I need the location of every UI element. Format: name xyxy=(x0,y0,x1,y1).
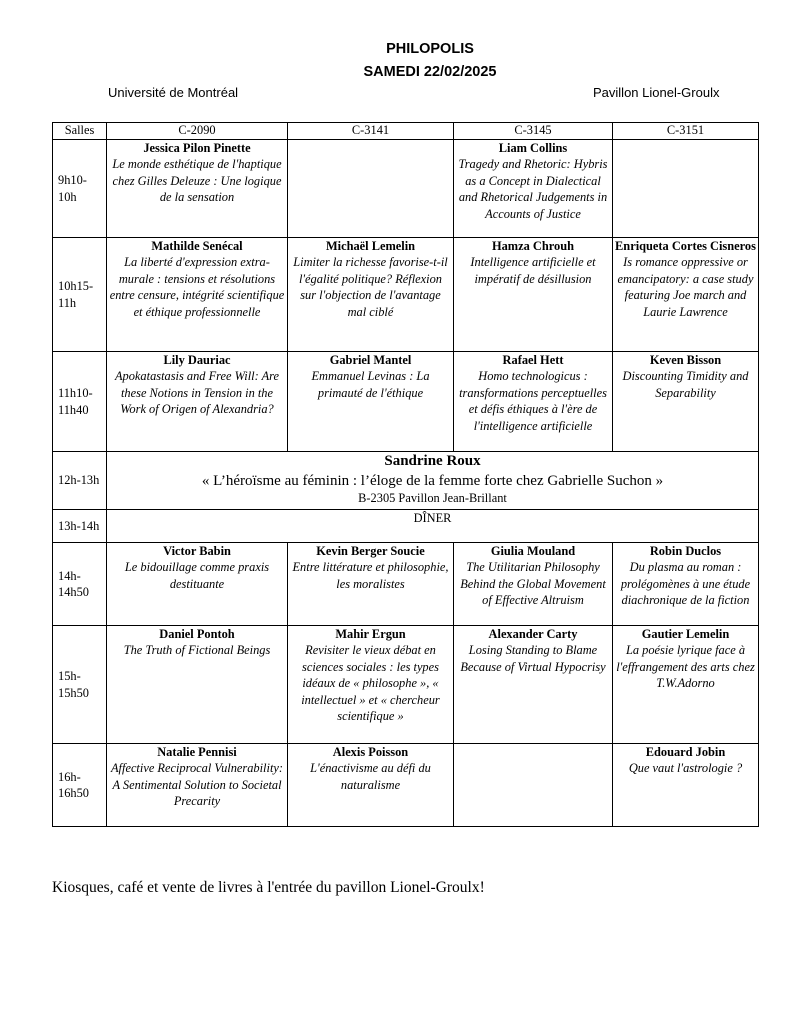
speaker-name: Victor Babin xyxy=(163,544,231,558)
speaker-name: Kevin Berger Soucie xyxy=(316,544,425,558)
lunch-row xyxy=(53,510,759,543)
talk-title: La poésie lyrique face à l'effrangement des arts chez T.W.Adorno xyxy=(616,643,755,691)
session-cell xyxy=(288,744,454,827)
speaker-name: Rafael Hett xyxy=(502,353,564,367)
talk-title: Affective Reciprocal Vulnerability: A Sentimental Solution to Societal Precarity xyxy=(110,761,284,809)
session-cell xyxy=(288,352,454,452)
session-cell xyxy=(613,140,759,238)
session-row xyxy=(53,744,759,827)
keynote-row xyxy=(53,452,759,510)
time-slot: 12h-13h xyxy=(53,452,107,510)
session-cell xyxy=(454,744,613,827)
talk-title: Emmanuel Levinas : La primauté de l'éthique xyxy=(311,369,430,400)
keynote-room: B-2305 Pavillon Jean-Brillant xyxy=(358,491,507,505)
speaker-name: Mathilde Senécal xyxy=(151,239,243,253)
speaker-name: Alexander Carty xyxy=(488,627,578,641)
session-cell xyxy=(288,140,454,238)
talk-title: Que vaut l'astrologie ? xyxy=(628,761,743,776)
pavilion-name: Pavillon Lionel-Groulx xyxy=(593,85,720,100)
speaker-name: Natalie Pennisi xyxy=(157,745,237,759)
talk-title: Limiter la richesse favorise-t-il l'égalité politique? Réflexion sur l'objection de l'avantage mal ciblé xyxy=(293,255,448,319)
speaker-name: Hamza Chrouh xyxy=(491,239,575,253)
time-slot: 14h-14h50 xyxy=(53,543,107,626)
speaker-name: Daniel Pontoh xyxy=(159,627,235,641)
speaker-name: Liam Collins xyxy=(498,141,568,155)
speaker-name: Enriqueta Cortes Cisneros xyxy=(615,239,756,253)
talk-title: Homo technologicus : transformations perceptuelles et défis éthiques à l'ère de l'intelligence artificielle xyxy=(459,369,607,433)
column-header-room: C-3151 xyxy=(613,123,759,140)
talk-title: Intelligence artificielle et impératif de désillusion xyxy=(470,255,596,286)
program-title: PHILOPOLIS xyxy=(386,41,474,57)
talk-title: Revisiter le vieux débat en sciences sociales : les types idéaux de « philosophe », « intellectuel » et « chercheur scientifique » xyxy=(301,643,440,724)
column-header-salles: Salles xyxy=(53,123,107,140)
time-slot: 9h10-10h xyxy=(53,140,107,238)
footer-note: Kiosques, café et vente de livres à l'entrée du pavillon Lionel-Groulx! xyxy=(52,879,485,896)
session-cell xyxy=(107,744,288,827)
session-cell xyxy=(454,543,613,626)
speaker-name: Gabriel Mantel xyxy=(329,353,412,367)
speaker-name: Gautier Lemelin xyxy=(641,627,730,641)
keynote-cell xyxy=(107,452,759,510)
talk-title: L'énactivisme au défi du naturalisme xyxy=(310,761,431,792)
university-name: Université de Montréal xyxy=(108,85,239,100)
talk-title: Le bidouillage comme praxis destituante xyxy=(124,560,270,591)
talk-title: The Utilitarian Philosophy Behind the Global Movement of Effective Altruism xyxy=(460,560,606,608)
speaker-name: Keven Bisson xyxy=(649,353,722,367)
talk-title: Entre littérature et philosophie, les moralistes xyxy=(292,560,449,591)
session-cell xyxy=(613,626,759,744)
talk-title: Apokatastasis and Free Will: Are these Notions in Tension in the Work of Origen of Alexandria? xyxy=(114,369,280,417)
talk-title: Le monde esthétique de l'haptique chez Gilles Deleuze : Une logique de la sensation xyxy=(112,157,282,205)
speaker-name: Michaël Lemelin xyxy=(325,239,416,253)
session-cell xyxy=(613,543,759,626)
session-cell xyxy=(107,238,288,352)
session-cell xyxy=(454,238,613,352)
column-header-room: C-3141 xyxy=(288,123,454,140)
time-slot: 13h-14h xyxy=(53,510,107,543)
session-row xyxy=(53,140,759,238)
session-cell xyxy=(107,543,288,626)
session-cell xyxy=(613,238,759,352)
session-cell xyxy=(454,626,613,744)
time-slot: 10h15-11h xyxy=(53,238,107,352)
session-cell xyxy=(454,352,613,452)
speaker-name: Jessica Pilon Pinette xyxy=(143,141,251,155)
session-cell xyxy=(288,543,454,626)
session-row xyxy=(53,238,759,352)
session-cell xyxy=(107,626,288,744)
schedule-table xyxy=(52,122,759,827)
talk-title: Du plasma au roman : prolégomènes à une étude diachronique de la fiction xyxy=(620,560,751,608)
speaker-name: Edouard Jobin xyxy=(645,745,726,759)
session-cell xyxy=(613,352,759,452)
speaker-name: Robin Duclos xyxy=(649,544,722,558)
session-cell xyxy=(613,744,759,827)
time-slot: 15h-15h50 xyxy=(53,626,107,744)
time-slot: 16h-16h50 xyxy=(53,744,107,827)
session-cell xyxy=(107,140,288,238)
session-cell xyxy=(288,238,454,352)
program-date: SAMEDI 22/02/2025 xyxy=(363,64,497,80)
talk-title: The Truth of Fictional Beings xyxy=(123,643,271,658)
talk-title: Tragedy and Rhetoric: Hybris as a Concept in Dialectical and Rhetorical Judgements in Accounts of Justice xyxy=(458,157,608,221)
session-row xyxy=(53,543,759,626)
session-cell xyxy=(288,626,454,744)
session-row xyxy=(53,352,759,452)
speaker-name: Giulia Mouland xyxy=(490,544,576,558)
header-row xyxy=(53,123,759,140)
lunch-cell: DÎNER xyxy=(107,510,759,543)
speaker-name: Mahir Ergun xyxy=(335,627,406,641)
speaker-name: Alexis Poisson xyxy=(332,745,409,759)
talk-title: Losing Standing to Blame Because of Virtual Hypocrisy xyxy=(460,643,606,674)
talk-title: Is romance oppressive or emancipatory: a case study featuring Joe march and Laurie Lawrence xyxy=(617,255,754,319)
speaker-name: Lily Dauriac xyxy=(163,353,231,367)
session-cell xyxy=(454,140,613,238)
keynote-title: « L’héroïsme au féminin : l’éloge de la femme forte chez Gabrielle Suchon » xyxy=(201,473,664,489)
keynote-speaker: Sandrine Roux xyxy=(384,453,481,469)
talk-title: Discounting Timidity and Separability xyxy=(622,369,749,400)
session-row xyxy=(53,626,759,744)
session-cell xyxy=(107,352,288,452)
column-header-room: C-2090 xyxy=(107,123,288,140)
time-slot: 11h10-11h40 xyxy=(53,352,107,452)
talk-title: La liberté d'expression extra-murale : tensions et résolutions entre censure, intégrité scientifique et éthique professionnelle xyxy=(109,255,285,319)
column-header-room: C-3145 xyxy=(454,123,613,140)
